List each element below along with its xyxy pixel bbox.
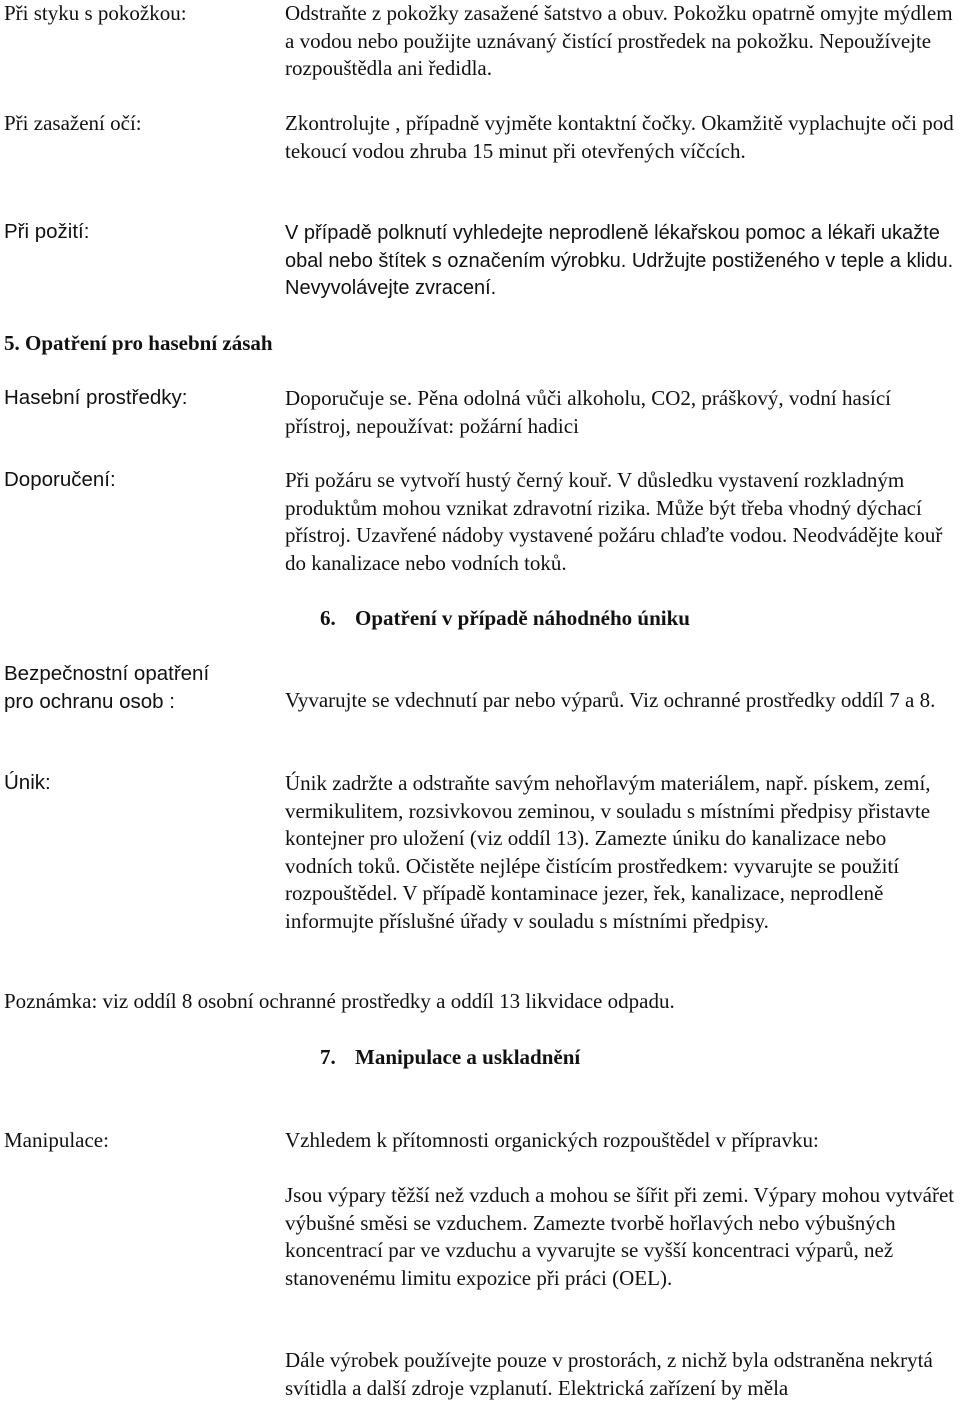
eye-contact-label: Při zasažení očí: (4, 111, 142, 135)
handling-intro: Vzhledem k přítomnosti organických rozpouštědel v přípravku: (285, 1128, 819, 1152)
firefighting-advice-text: Při požáru se vytvoří hustý černý kouř. V důsledku vystavení rozkladným produktům mohou vznikat zdravotní rizika. Může být třeba vhodný dýchací přístroj. Uzavřené nádoby vystavené požáru chlaďte vodou. Neodvádějte kouř do kanalizace nebo vodních toků. (285, 468, 943, 575)
section-5-heading (4, 330, 273, 357)
section-6-number: 6. (320, 606, 336, 630)
eye-contact-text: Zkontrolujte , případně vyjměte kontaktní čočky. Okamžitě vyplachujte oči pod tekoucí vodou zhruba 15 minut při otevřených víčcích. (285, 111, 954, 163)
firefighting-advice-label: Doporučení: (4, 468, 116, 491)
personal-precautions-label-line1: Bezpečnostní opatření (4, 662, 210, 685)
section-5-number: 5. (4, 331, 20, 355)
leak-label: Únik: (4, 771, 51, 794)
section-6-heading (320, 605, 690, 632)
section-6-note: Poznámka: viz oddíl 8 osobní ochranné prostředky a oddíl 13 likvidace odpadu. (4, 989, 675, 1013)
handling-paragraph-1: Jsou výpary těžší než vzduch a mohou se šířit při zemi. Výpary mohou vytvářet výbušné směsi se vzduchem. Zamezte tvorbě hořlavých nebo výbušných koncentrací par ve vzduchu a vyvarujte se vyšší koncentraci výparů, než stanovenému limitu expozice při práci (OEL). (285, 1183, 955, 1290)
extinguishing-media-text: Doporučuje se. Pěna odolná vůči alkoholu, CO2, práškový, vodní hasící přístroj, nepoužívat: požární hadici (285, 386, 891, 438)
extinguishing-media-label: Hasební prostředky: (4, 386, 188, 409)
section-7-title: Manipulace a uskladnění (355, 1045, 581, 1069)
ingestion-label: Při požití: (4, 220, 90, 243)
skin-contact-text: Odstraňte z pokožky zasažené šatstvo a obuv. Pokožku opatrně omyjte mýdlem a vodou nebo použijte uznávaný čistící prostředek na pokožku. Nepoužívejte rozpouštědla ani ředidla. (285, 1, 953, 80)
personal-precautions-text: Vyvarujte se vdechnutí par nebo výparů. Viz ochranné prostředky oddíl 7 a 8. (285, 688, 936, 712)
leak-text: Únik zadržte a odstraňte savým nehořlavým materiálem, např. pískem, zemí, vermikulitem, rozsivkovou zeminou, v souladu s místními předpisy přistavte kontejner pro uložení (viz oddíl 13). Zamezte úniku do kanalizace nebo vodních toků. Očistěte nejlépe čistícím prostředkem: vyvarujte se použití rozpouštědel. V případě kontaminace jezer, řek, kanalizace, neprodleně informujte příslušné úřady v souladu s místními předpisy. (285, 771, 931, 933)
section-6-title: Opatření v případě náhodného úniku (355, 606, 690, 630)
section-7-heading (320, 1044, 580, 1071)
section-7-number: 7. (320, 1045, 336, 1069)
section-5-title: Opatření pro hasební zásah (25, 331, 273, 355)
personal-precautions-label (4, 660, 274, 715)
handling-paragraph-2: Dále výrobek používejte pouze v prostorách, z nichž byla odstraněna nekrytá svítidla a další zdroje vzplanutí. Elektrická zařízení by měla (285, 1348, 933, 1400)
personal-precautions-label-line2: pro ochranu osob : (4, 689, 175, 713)
skin-contact-label: Při styku s pokožkou: (4, 1, 187, 25)
ingestion-text: V případě polknutí vyhledejte neprodleně lékařskou pomoc a lékaři ukažte obal nebo štítek s označením výrobku. Udržujte postiženého v teple a klidu. Nevyvolávejte zvracení. (285, 222, 954, 299)
handling-label: Manipulace: (4, 1128, 109, 1152)
